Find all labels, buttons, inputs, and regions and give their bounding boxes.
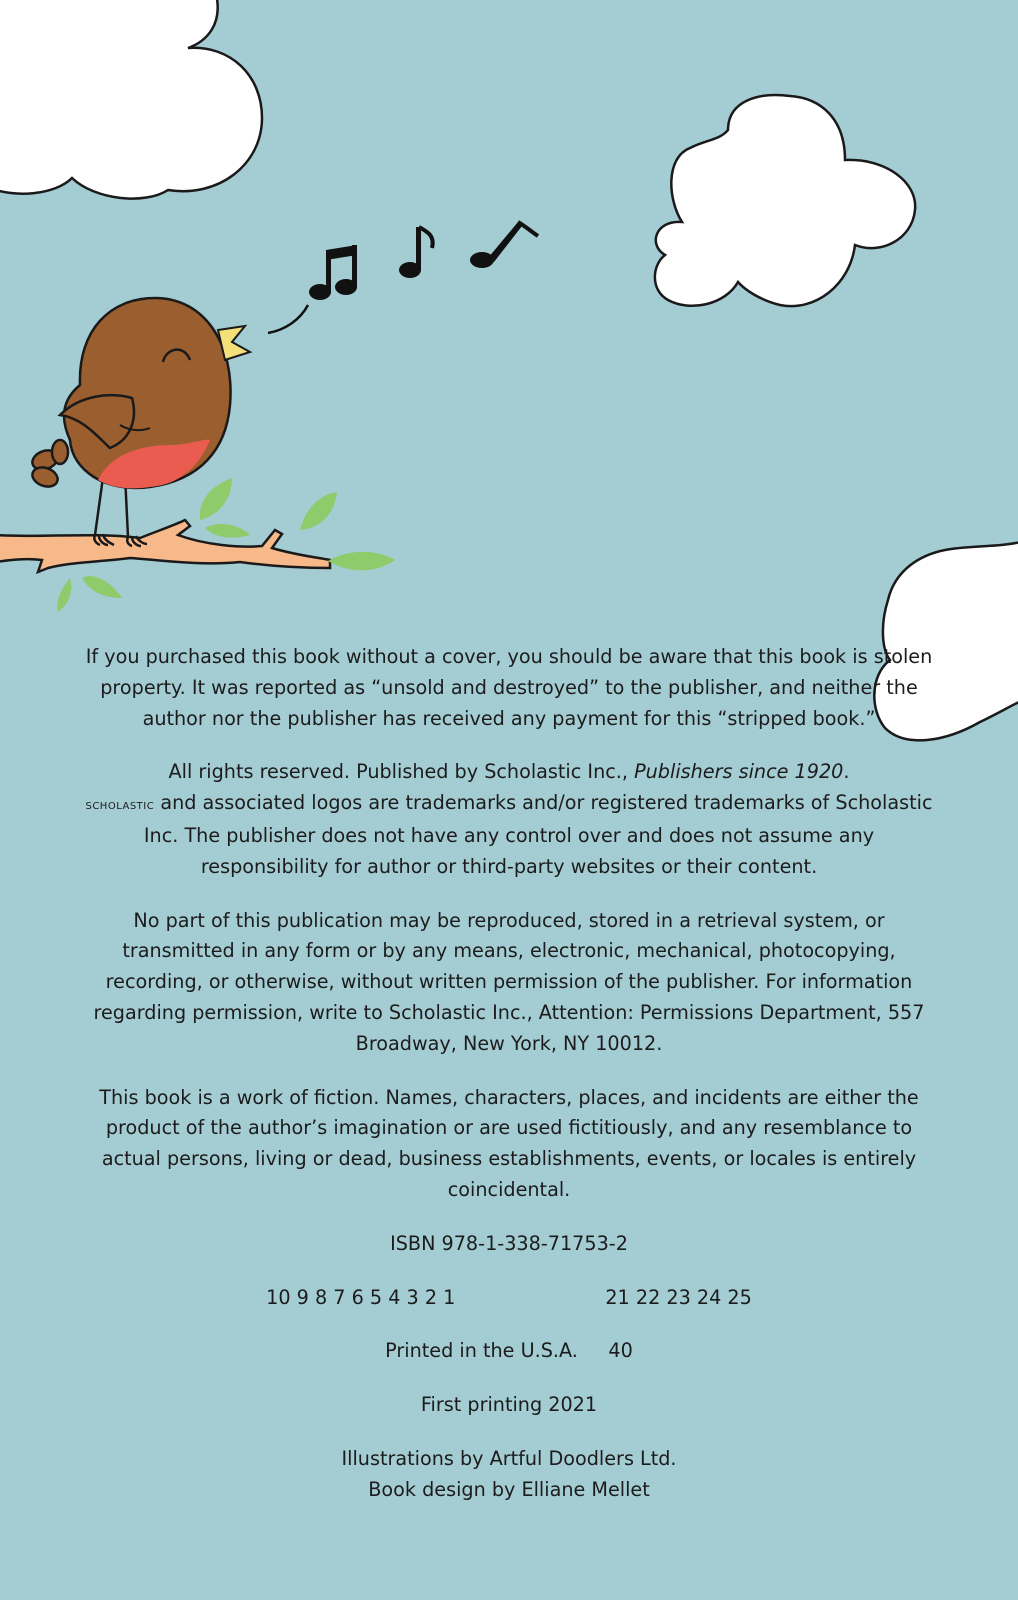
song-line	[268, 305, 308, 333]
printed-in	[80, 1336, 938, 1367]
rights-intro-end: .	[843, 760, 850, 784]
credits	[80, 1444, 938, 1506]
music-notes	[268, 222, 538, 333]
publisher-tagline: Publishers since 1920	[634, 760, 844, 784]
cloud-top-left	[0, 0, 262, 199]
rights-notice	[80, 757, 938, 882]
double-eighth-note-icon	[309, 245, 357, 300]
copyright-text-block	[80, 642, 938, 1506]
fiction-notice: This book is a work of fiction. Names, characters, places, and incidents are either the product of the author’s imagination or are used fictitiously, and any resemblance to actual persons, living or dead, business establishments, events, or locales is entirely coincidental.	[99, 1085, 919, 1201]
printing-numbers: 10 9 8 7 6 5 4 3 2 1	[266, 1285, 456, 1309]
design-credit: Book design by Elliane Mellet	[368, 1477, 650, 1501]
printing-years: 21 22 23 24 25	[605, 1285, 752, 1309]
illustrations-credit: Illustrations by Artful Doodlers Ltd.	[341, 1446, 677, 1470]
bird-tail	[30, 440, 68, 490]
reproduction-notice: No part of this publication may be reproduced, stored in a retrieval system, or transmitted in any form or by any means, electronic, mechanical, photocopying, recording, or otherwise, without written permission of the publisher. For information regarding permission, write to Scholastic Inc., Attention: Permissions Department, 557 Broadway, New York, NY 10012.	[93, 908, 925, 1055]
stripped-book-notice: If you purchased this book without a cover, you should be aware that this book is stolen property. It was reported as “unsold and destroyed” to the publisher, and neither the author nor the publisher has received any payment for this “stripped book.”	[85, 645, 933, 730]
first-printing: First printing 2021	[420, 1393, 598, 1417]
rights-intro: All rights reserved. Published by Scholastic Inc.,	[168, 760, 635, 784]
eighth-note-icon	[399, 227, 433, 278]
printed-in-country: Printed in the U.S.A.	[385, 1339, 578, 1363]
printer-code: 40	[608, 1339, 633, 1363]
publisher-brand: scholastic	[85, 797, 155, 814]
quarter-note-icon	[470, 222, 538, 268]
cloud-top-right	[655, 95, 915, 306]
bird-beak	[218, 326, 250, 360]
isbn: ISBN 978-1-338-71753-2	[390, 1231, 628, 1255]
printing-line	[80, 1283, 938, 1314]
trademark-notice: and associated logos are trademarks and/or registered trademarks of Scholastic Inc. The publisher does not have any control over and does not assume any responsibility for author or third-party websites or their content.	[143, 791, 933, 878]
branch	[0, 520, 330, 572]
